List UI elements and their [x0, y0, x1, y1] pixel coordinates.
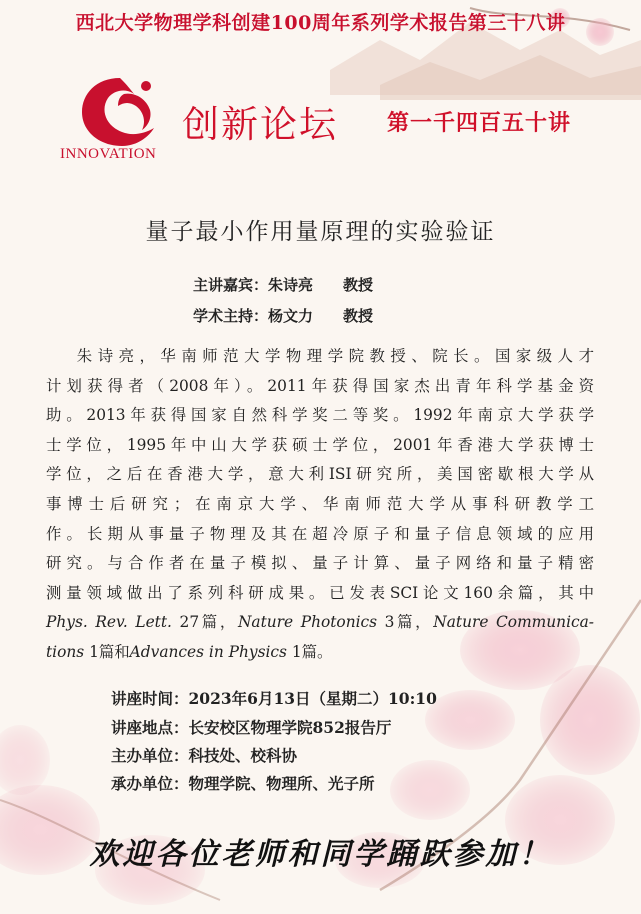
journal-prl: Phys. Rev. Lett. [46, 613, 172, 632]
journal-nature-photonics: Nature Photonics [237, 613, 378, 632]
innovation-swirl-logo-icon [72, 72, 168, 152]
journal-count: 27篇， [171, 613, 238, 632]
info-place [111, 716, 391, 738]
journal-nature-comm-cont: tions [46, 642, 85, 661]
forum-title: 创新论坛 [182, 103, 338, 146]
bio-line: 研究。与合作者在量子模拟、量子计算、量子网络和量子精密 [46, 554, 594, 573]
bio-line: 作。长期从事量子物理及其在超冷原子和量子信息领域的应用 [46, 524, 594, 543]
host-name: 杨文力 [268, 307, 314, 325]
talk-title: 量子最小作用量原理的实验验证 [145, 219, 496, 245]
bio-line: 朱诗亮，华南师范大学物理学院教授、院长。国家级人才 [76, 347, 594, 365]
speaker-title: 教授 [343, 276, 374, 294]
info-time-value: 2023年6月13日（星期二）10:10 [188, 689, 437, 708]
info-co-organizer-value: 物理学院、物理所、光子所 [188, 774, 375, 793]
speaker-line [193, 274, 373, 295]
speaker-bio [46, 342, 594, 668]
host-label: 学术主持： [193, 307, 269, 325]
speaker-name: 朱诗亮 [268, 276, 314, 294]
lecture-number: 第一千四百五十讲 [387, 110, 572, 136]
info-organizer-value: 科技处、校科协 [188, 746, 298, 765]
journal-count: 1篇。 [286, 642, 333, 661]
info-co-organizer-label: 承办单位： [111, 774, 189, 793]
info-place-label: 讲座地点： [111, 718, 189, 737]
series-banner: 西北大学物理学科创建100周年系列学术报告第三十八讲 [75, 12, 566, 34]
bio-line: 事博士后研究；在南京大学、华南师范大学从事科研教学工 [46, 494, 594, 513]
info-organizer [111, 744, 297, 766]
bio-line: 士学位，1995年中山大学获硕士学位，2001年香港大学获博士 [46, 435, 594, 454]
info-time-label: 讲座时间： [111, 689, 189, 708]
journal-nature-comm: Nature Communica- [433, 613, 594, 632]
info-place-value: 长安校区物理学院852报告厅 [188, 718, 392, 737]
journal-adv-physics: Advances in Physics [129, 642, 287, 661]
bio-line: 学位，之后在香港大学，意大利ISI研究所，美国密歇根大学从 [46, 465, 594, 484]
host-title: 教授 [343, 307, 374, 325]
logo-wordmark: INNOVATION [60, 146, 157, 162]
bio-last-line [46, 638, 594, 668]
info-organizer-label: 主办单位： [111, 746, 189, 765]
journal-count: 3篇， [377, 613, 434, 632]
bio-line: 测量领域做出了系列科研成果。已发表SCI论文160余篇，其中 [46, 583, 594, 602]
bio-line: 计划获得者（2008年）。2011年获得国家杰出青年科学基金资 [46, 376, 594, 395]
bio-line: 助。2013年获得国家自然科学奖二等奖。1992年南京大学获学 [46, 406, 594, 425]
journal-count: 1篇和 [84, 642, 130, 661]
info-time [111, 687, 437, 709]
info-co-organizer [111, 772, 375, 794]
bio-journal-line [46, 608, 594, 638]
host-line [193, 305, 373, 326]
speaker-label: 主讲嘉宾： [193, 276, 269, 294]
welcome-slogan: 欢迎各位老师和同学踊跃参加！ [89, 837, 552, 872]
